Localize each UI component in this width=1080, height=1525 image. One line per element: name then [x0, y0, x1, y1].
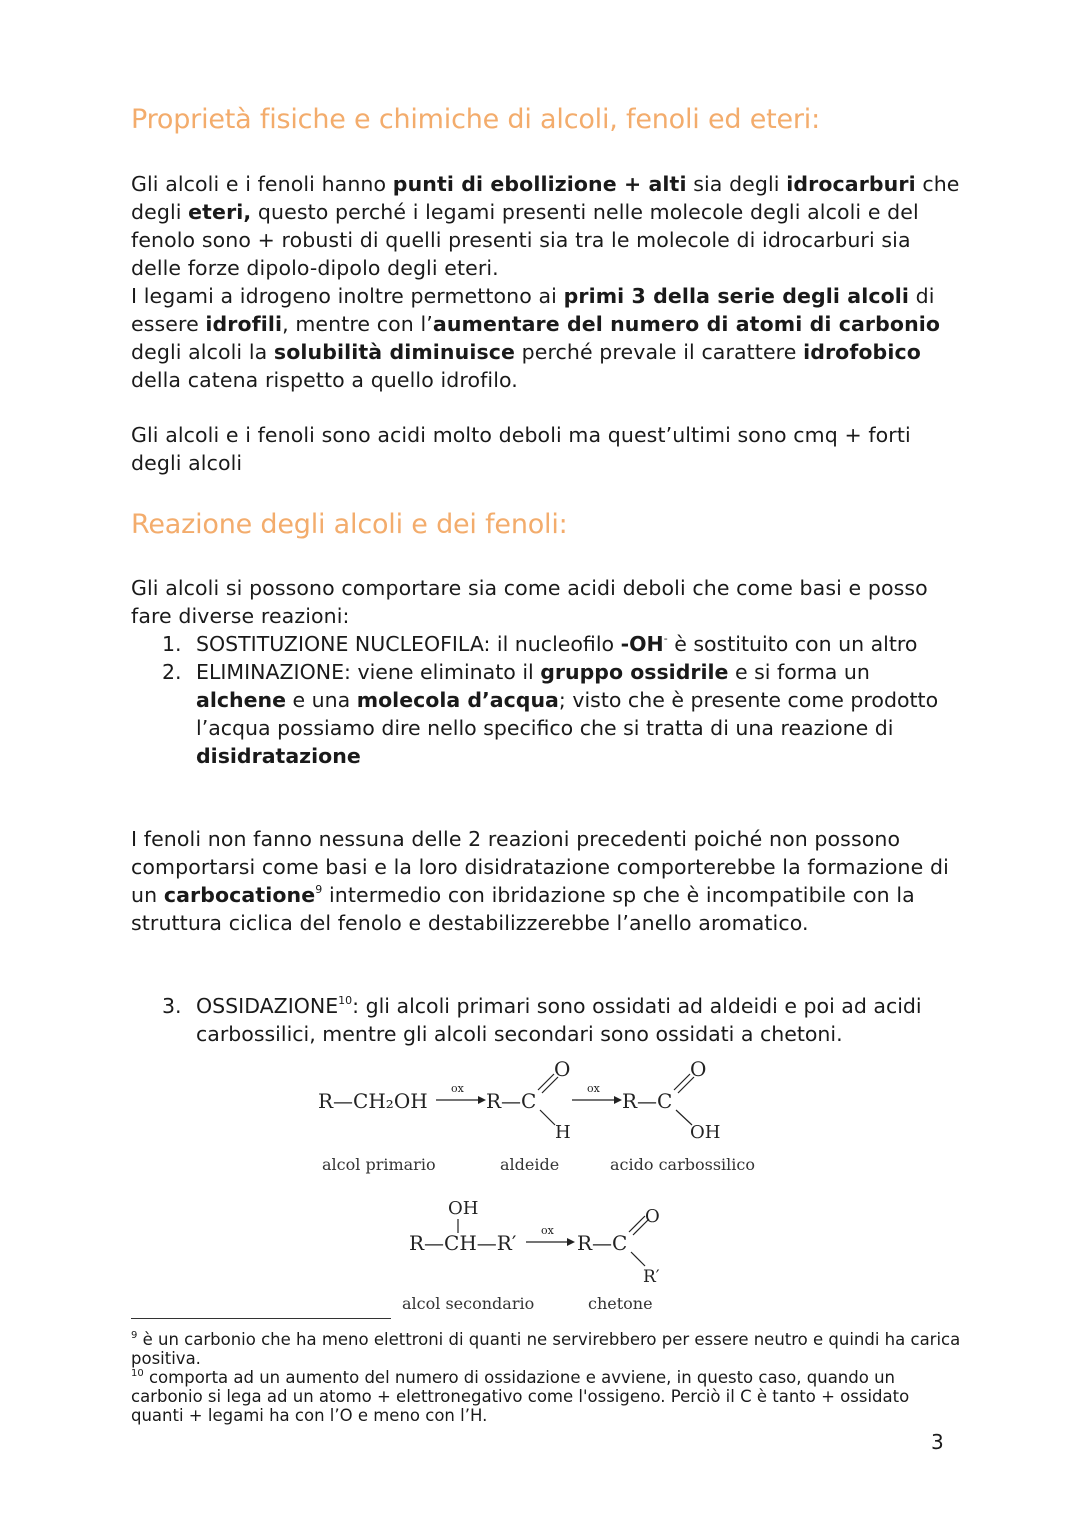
text-run: carbocatione	[163, 883, 316, 907]
text-run: aumentare del numero di atomi di carbonio	[432, 312, 941, 336]
text-run: 10	[338, 994, 353, 1007]
text-run: ; visto che è presente come prodotto l’acqua possiamo dire nello specifico che si tratta di una reazione di	[196, 688, 939, 740]
text-run: idrofobico	[803, 340, 921, 364]
scheme1-acid-oh: OH	[690, 1122, 721, 1143]
text-run: -OH	[620, 632, 664, 656]
scheme2-label-secondary-alcohol: alcol secondario	[402, 1294, 535, 1313]
text-run: questo perché i legami presenti nelle molecole degli alcoli e del fenolo sono + robusti di quelli presenti sia tra le molecole di idrocarburi sia delle forze dipolo-dipolo degli eteri.	[131, 200, 919, 280]
scheme1-arrow1-label: ox	[451, 1082, 464, 1095]
text-run: punti di ebollizione + alti	[392, 172, 687, 196]
list-item-number: 3.	[162, 994, 182, 1018]
footnotes	[131, 1330, 961, 1425]
section-heading-properties: Proprietà fisiche e chimiche di alcoli, fenoli ed eteri:	[131, 104, 821, 135]
text-run: perché prevale il carattere	[515, 340, 804, 364]
text-run: , mentre con l’	[282, 312, 433, 336]
paragraph-properties	[131, 170, 961, 394]
footnote-10-mark: 10	[131, 1368, 144, 1379]
scheme2-ketone-o: O	[645, 1206, 660, 1227]
paragraph-reactions-intro	[131, 574, 961, 630]
scheme2-ketone-rc: R—C	[577, 1231, 628, 1255]
text-run: e una	[286, 688, 357, 712]
text-run: eteri,	[188, 200, 252, 224]
text-run: OSSIDAZIONE	[196, 994, 339, 1018]
text-run: idrocarburi	[786, 172, 916, 196]
text-run: alchene	[196, 688, 287, 712]
oxidation-scheme-primary	[300, 1052, 770, 1182]
scheme1-reactant: R—CH₂OH	[318, 1089, 428, 1113]
text-run: primi 3 della serie degli alcoli	[563, 284, 910, 308]
paragraph-acidity	[131, 421, 961, 477]
text-run: 9	[315, 883, 323, 896]
text-run: solubilità diminuisce	[273, 340, 515, 364]
footnote-10	[131, 1368, 961, 1425]
text-run: gruppo ossidrile	[540, 660, 729, 684]
text-run: intermedio con ibridazione sp che è incompatibile con la struttura ciclica del fenolo e destabilizzerebbe l’anello aromatico.	[131, 883, 915, 935]
text-run: Gli alcoli si possono comportare sia come acidi deboli che come basi e posso fare diverse reazioni:	[131, 576, 928, 628]
text-run: I legami a idrogeno inoltre permettono ai	[131, 284, 564, 308]
list-item	[162, 630, 962, 658]
footnote-9	[131, 1330, 961, 1368]
text-run: è sostituito con un altro	[667, 632, 918, 656]
scheme1-arrow2-label: ox	[587, 1082, 600, 1095]
list-item-number: 2.	[162, 660, 182, 684]
text-run: -	[663, 632, 668, 645]
list-item-number: 1.	[162, 632, 182, 656]
scheme2-reactant: R—CH—R′	[409, 1231, 517, 1255]
scheme1-aldehyde-h: H	[555, 1122, 571, 1143]
list-item	[162, 658, 962, 770]
scheme1-acid-o: O	[690, 1057, 707, 1081]
paragraph-phenols	[131, 825, 961, 937]
text-run: che degli	[131, 172, 960, 224]
text-run: Gli alcoli e i fenoli sono acidi molto deboli ma quest’ultimi sono cmq + forti degli alcoli	[131, 423, 911, 475]
scheme1-label-aldehyde: aldeide	[500, 1155, 560, 1174]
text-run: molecola d’acqua	[356, 688, 559, 712]
scheme2-arrow-label: ox	[541, 1224, 554, 1237]
text-run: Gli alcoli e i fenoli hanno	[131, 172, 393, 196]
text-run: ELIMINAZIONE: viene eliminato il	[196, 660, 541, 684]
footnote-separator	[131, 1318, 391, 1319]
footnote-10-text: comporta ad un aumento del numero di ossidazione e avviene, in questo caso, quando un carbonio si lega ad un atomo + elettronegativo come l'ossigeno. Perciò il C è tanto + ossidato quanti + legami ha con l’O e meno con l’H.	[131, 1368, 910, 1425]
scheme2-oh: OH	[448, 1198, 479, 1219]
oxidation-scheme-secondary	[395, 1192, 695, 1317]
scheme1-aldehyde-rc: R—C	[486, 1089, 537, 1113]
list-item	[162, 992, 962, 1048]
scheme1-acid-rc: R—C	[622, 1089, 673, 1113]
scheme2-ketone-rprime: R′	[643, 1267, 660, 1287]
scheme1-label-primary-alcohol: alcol primario	[322, 1155, 436, 1174]
text-run: sia degli	[686, 172, 787, 196]
scheme2-label-ketone: chetone	[588, 1294, 653, 1313]
text-run: di essere	[131, 284, 935, 336]
section-heading-reactions: Reazione degli alcoli e dei fenoli:	[131, 509, 568, 540]
text-run: : gli alcoli primari sono ossidati ad aldeidi e poi ad acidi carbossilici, mentre gli alcoli secondari sono ossidati a chetoni.	[196, 994, 922, 1046]
text-run: idrofili	[205, 312, 283, 336]
scheme1-aldehyde-o: O	[554, 1057, 571, 1081]
scheme1-label-carboxylic-acid: acido carbossilico	[610, 1155, 755, 1174]
page-number: 3	[931, 1430, 944, 1454]
text-run: disidratazione	[196, 744, 361, 768]
text-run: della catena rispetto a quello idrofilo.	[131, 368, 518, 392]
text-run: e si forma un	[728, 660, 870, 684]
text-run: degli alcoli la	[131, 340, 274, 364]
reaction-list-oxidation	[162, 992, 962, 1048]
footnote-9-mark: 9	[131, 1330, 138, 1341]
text-run: SOSTITUZIONE NUCLEOFILA: il nucleofilo	[196, 632, 621, 656]
footnote-9-text: è un carbonio che ha meno elettroni di quanti ne servirebbero per essere neutro e quindi ha carica positiva.	[131, 1330, 961, 1368]
text-run: I fenoli non fanno nessuna delle 2 reazioni precedenti poiché non possono comportarsi come basi e la loro disidratazione comporterebbe la formazione di un	[131, 827, 949, 907]
reaction-list	[162, 630, 962, 770]
